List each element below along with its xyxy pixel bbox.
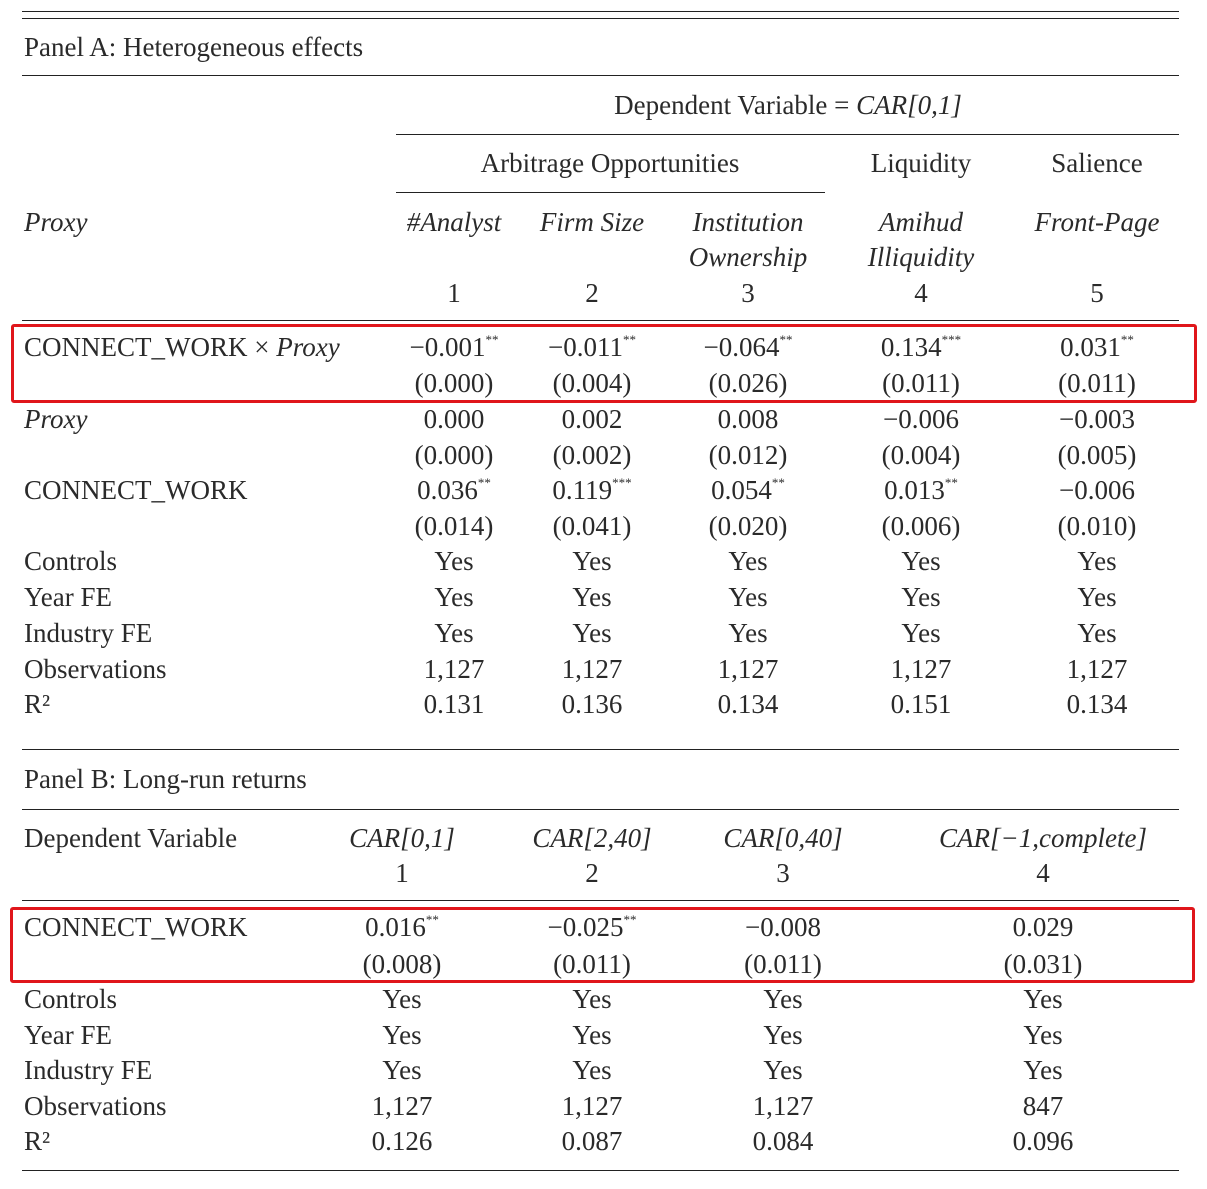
coef-value: −0.003 bbox=[1059, 404, 1135, 434]
group-liquidity: Liquidity bbox=[870, 148, 972, 178]
b-footer-val-r5-c3: 0.084 bbox=[752, 1126, 814, 1156]
b-footer-val-r4-c1: 1,127 bbox=[371, 1091, 433, 1121]
coef-value: 0.013 bbox=[884, 475, 945, 505]
footer-val-r5-c3: 0.134 bbox=[717, 689, 779, 719]
col-num-3: 3 bbox=[741, 278, 755, 308]
col-num-2: 2 bbox=[585, 278, 599, 308]
interaction-label-proxy: Proxy bbox=[276, 332, 340, 362]
coef-value: 0.000 bbox=[423, 404, 485, 434]
footer-label-5: R² bbox=[24, 689, 51, 719]
coef-r3-c1 bbox=[417, 477, 491, 504]
panel-b-title: Panel B: Long-run returns bbox=[24, 764, 307, 794]
footer-val-r5-c2: 0.136 bbox=[561, 689, 623, 719]
b-col-head-2: CAR[2,40] bbox=[532, 823, 652, 853]
b-col-head-1: CAR[0,1] bbox=[349, 823, 455, 853]
highlight-box-panel-b bbox=[10, 907, 1195, 983]
coef-r2-c4 bbox=[883, 406, 959, 433]
se-r2-c1: (0.000) bbox=[414, 440, 494, 470]
se-r1-c2: (0.004) bbox=[552, 368, 632, 398]
se-r2-c2: (0.002) bbox=[552, 440, 632, 470]
b-footer-val-r5-c1: 0.126 bbox=[371, 1126, 433, 1156]
col-head-1-line1: #Analyst bbox=[406, 207, 502, 237]
footer-val-r2-c5: Yes bbox=[1077, 582, 1117, 612]
connect-work-row-label: CONNECT_WORK bbox=[24, 475, 248, 505]
panel-b-header-rule bbox=[22, 900, 1179, 901]
coef-r2-c2 bbox=[562, 406, 623, 433]
col-head-5-line1: Front-Page bbox=[1034, 207, 1160, 237]
footer-val-r1-c3: Yes bbox=[728, 546, 768, 576]
panel-b-title-rule bbox=[22, 809, 1179, 810]
footer-val-r5-c1: 0.131 bbox=[423, 689, 485, 719]
footer-val-r4-c3: 1,127 bbox=[717, 654, 779, 684]
se-r3-c5: (0.010) bbox=[1057, 511, 1137, 541]
b-col-head-3: CAR[0,40] bbox=[723, 823, 843, 853]
b-footer-label-4: Observations bbox=[24, 1091, 167, 1121]
b-footer-label-5: R² bbox=[24, 1126, 51, 1156]
panel-a-title-rule bbox=[22, 75, 1179, 76]
b-se-c1: (0.008) bbox=[362, 949, 442, 979]
panel-b-connect-work-label: CONNECT_WORK bbox=[24, 912, 248, 942]
b-footer-val-r4-c4: 847 bbox=[1022, 1091, 1064, 1121]
panel-b-dep-var-label: Dependent Variable bbox=[24, 823, 238, 853]
footer-val-r1-c1: Yes bbox=[434, 546, 474, 576]
b-se-c3: (0.011) bbox=[744, 949, 822, 979]
footer-val-r2-c4: Yes bbox=[901, 582, 941, 612]
b-col-num-3: 3 bbox=[776, 858, 790, 888]
se-r2-c5: (0.005) bbox=[1057, 440, 1137, 470]
interaction-label: CONNECT_WORK × bbox=[24, 332, 277, 362]
coef-r2-c5 bbox=[1059, 406, 1135, 433]
coef-value: 0.008 bbox=[717, 404, 779, 434]
coef-value: −0.006 bbox=[883, 404, 959, 434]
top-rule-2 bbox=[22, 18, 1179, 19]
b-footer-val-r4-c3: 1,127 bbox=[752, 1091, 814, 1121]
proxy-label: Proxy bbox=[24, 207, 88, 237]
b-footer-label-2: Year FE bbox=[24, 1020, 113, 1050]
coef-r2-c1 bbox=[424, 406, 485, 433]
b-footer-val-r2-c4: Yes bbox=[1023, 1020, 1063, 1050]
b-footer-val-r1-c1: Yes bbox=[382, 984, 422, 1014]
footer-val-r2-c2: Yes bbox=[572, 582, 612, 612]
dep-var-label: Dependent Variable = bbox=[614, 90, 857, 120]
b-footer-label-1: Controls bbox=[24, 984, 118, 1014]
footer-val-r3-c4: Yes bbox=[901, 618, 941, 648]
significance-stars: *** bbox=[612, 475, 632, 490]
se-r1-c5: (0.011) bbox=[1058, 368, 1136, 398]
b-footer-val-r1-c2: Yes bbox=[572, 984, 612, 1014]
b-col-num-2: 2 bbox=[585, 858, 599, 888]
dep-var-rule bbox=[396, 134, 1179, 135]
significance-stars: ** bbox=[771, 475, 785, 490]
b-se-c4: (0.031) bbox=[1003, 949, 1083, 979]
significance-stars: ** bbox=[1120, 332, 1134, 347]
b-footer-val-r5-c4: 0.096 bbox=[1012, 1126, 1074, 1156]
coef-r3-c3 bbox=[711, 477, 785, 504]
se-r1-c1: (0.000) bbox=[414, 368, 494, 398]
b-footer-val-r3-c4: Yes bbox=[1023, 1055, 1063, 1085]
dep-var-header bbox=[614, 92, 962, 119]
coef-r3-c2 bbox=[552, 477, 631, 504]
footer-val-r4-c4: 1,127 bbox=[890, 654, 952, 684]
group-arbitrage: Arbitrage Opportunities bbox=[480, 148, 740, 178]
b-footer-val-r1-c4: Yes bbox=[1023, 984, 1063, 1014]
footer-val-r3-c5: Yes bbox=[1077, 618, 1117, 648]
footer-val-r1-c2: Yes bbox=[572, 546, 612, 576]
coef-value: −0.001 bbox=[409, 332, 486, 362]
col-head-3-line2: Ownership bbox=[688, 242, 808, 272]
top-rule-1 bbox=[22, 11, 1179, 12]
footer-val-r2-c3: Yes bbox=[728, 582, 768, 612]
footer-val-r1-c5: Yes bbox=[1077, 546, 1117, 576]
panel-a-header-rule bbox=[22, 320, 1179, 321]
coef-value: 0.134 bbox=[880, 332, 942, 362]
b-col-head-4: CAR[−1,complete] bbox=[939, 823, 1147, 853]
se-r2-c4: (0.004) bbox=[881, 440, 961, 470]
coef-value: 0.002 bbox=[561, 404, 623, 434]
footer-val-r4-c5: 1,127 bbox=[1066, 654, 1128, 684]
significance-stars: ** bbox=[622, 332, 636, 347]
col-head-4-line2: Illiquidity bbox=[867, 242, 975, 272]
b-footer-val-r4-c2: 1,127 bbox=[561, 1091, 623, 1121]
coef-value: −0.011 bbox=[548, 332, 623, 362]
coef-value: −0.025 bbox=[547, 912, 624, 942]
coef-value: 0.036 bbox=[417, 475, 478, 505]
highlight-box-panel-a bbox=[11, 324, 1197, 403]
coef-r3-c5 bbox=[1059, 477, 1135, 504]
significance-stars: ** bbox=[944, 475, 958, 490]
footer-label-1: Controls bbox=[24, 546, 118, 576]
coef-value: 0.119 bbox=[552, 475, 613, 505]
b-footer-label-3: Industry FE bbox=[24, 1055, 153, 1085]
b-footer-val-r1-c3: Yes bbox=[763, 984, 803, 1014]
se-r2-c3: (0.012) bbox=[708, 440, 788, 470]
footer-label-4: Observations bbox=[24, 654, 167, 684]
coef-value: 0.016 bbox=[365, 912, 426, 942]
panel-a-bottom-rule bbox=[22, 749, 1179, 750]
se-r3-c4: (0.006) bbox=[881, 511, 961, 541]
col-head-3-line1: Institution bbox=[692, 207, 804, 237]
significance-stars: ** bbox=[779, 332, 793, 347]
coef-value: 0.029 bbox=[1012, 912, 1074, 942]
col-num-1: 1 bbox=[447, 278, 461, 308]
b-col-num-1: 1 bbox=[395, 858, 409, 888]
footer-val-r2-c1: Yes bbox=[434, 582, 474, 612]
footer-val-r4-c2: 1,127 bbox=[561, 654, 623, 684]
coef-value: 0.054 bbox=[711, 475, 772, 505]
col-num-4: 4 bbox=[914, 278, 928, 308]
col-num-5: 5 bbox=[1090, 278, 1104, 308]
arbitrage-group-rule bbox=[396, 192, 825, 193]
se-r1-c3: (0.026) bbox=[708, 368, 788, 398]
se-r3-c2: (0.041) bbox=[552, 511, 632, 541]
coef-value: −0.064 bbox=[703, 332, 780, 362]
dep-var-value: CAR[0,1] bbox=[856, 90, 962, 120]
significance-stars: ** bbox=[477, 475, 491, 490]
footer-val-r3-c3: Yes bbox=[728, 618, 768, 648]
significance-stars: *** bbox=[941, 332, 962, 347]
se-r3-c1: (0.014) bbox=[414, 511, 494, 541]
footer-val-r4-c1: 1,127 bbox=[423, 654, 485, 684]
b-col-num-4: 4 bbox=[1036, 858, 1050, 888]
b-footer-val-r3-c2: Yes bbox=[572, 1055, 612, 1085]
se-r1-c4: (0.011) bbox=[882, 368, 960, 398]
b-footer-val-r3-c3: Yes bbox=[763, 1055, 803, 1085]
proxy-row-label: Proxy bbox=[24, 404, 88, 434]
b-footer-val-r3-c1: Yes bbox=[382, 1055, 422, 1085]
group-salience: Salience bbox=[1051, 148, 1143, 178]
coef-value: 0.031 bbox=[1060, 332, 1121, 362]
significance-stars: ** bbox=[485, 332, 499, 347]
b-footer-val-r2-c2: Yes bbox=[572, 1020, 612, 1050]
b-footer-val-r2-c1: Yes bbox=[382, 1020, 422, 1050]
col-head-4-line1: Amihud bbox=[879, 207, 963, 237]
coef-value: −0.008 bbox=[745, 912, 821, 942]
significance-stars: ** bbox=[425, 912, 439, 927]
coef-r3-c4 bbox=[884, 477, 958, 504]
significance-stars: ** bbox=[623, 912, 637, 927]
col-head-2-line1: Firm Size bbox=[539, 207, 645, 237]
footer-label-2: Year FE bbox=[24, 582, 113, 612]
se-r3-c3: (0.020) bbox=[708, 511, 788, 541]
footer-val-r5-c5: 0.134 bbox=[1066, 689, 1128, 719]
footer-val-r1-c4: Yes bbox=[901, 546, 941, 576]
panel-a-title: Panel A: Heterogeneous effects bbox=[24, 32, 364, 62]
panel-b-bottom-rule bbox=[22, 1170, 1179, 1171]
footer-val-r5-c4: 0.151 bbox=[890, 689, 952, 719]
footer-label-3: Industry FE bbox=[24, 618, 153, 648]
b-se-c2: (0.011) bbox=[553, 949, 631, 979]
coef-r2-c3 bbox=[718, 406, 779, 433]
b-footer-val-r5-c2: 0.087 bbox=[561, 1126, 623, 1156]
b-footer-val-r2-c3: Yes bbox=[763, 1020, 803, 1050]
footer-val-r3-c1: Yes bbox=[434, 618, 474, 648]
coef-value: −0.006 bbox=[1059, 475, 1135, 505]
footer-val-r3-c2: Yes bbox=[572, 618, 612, 648]
